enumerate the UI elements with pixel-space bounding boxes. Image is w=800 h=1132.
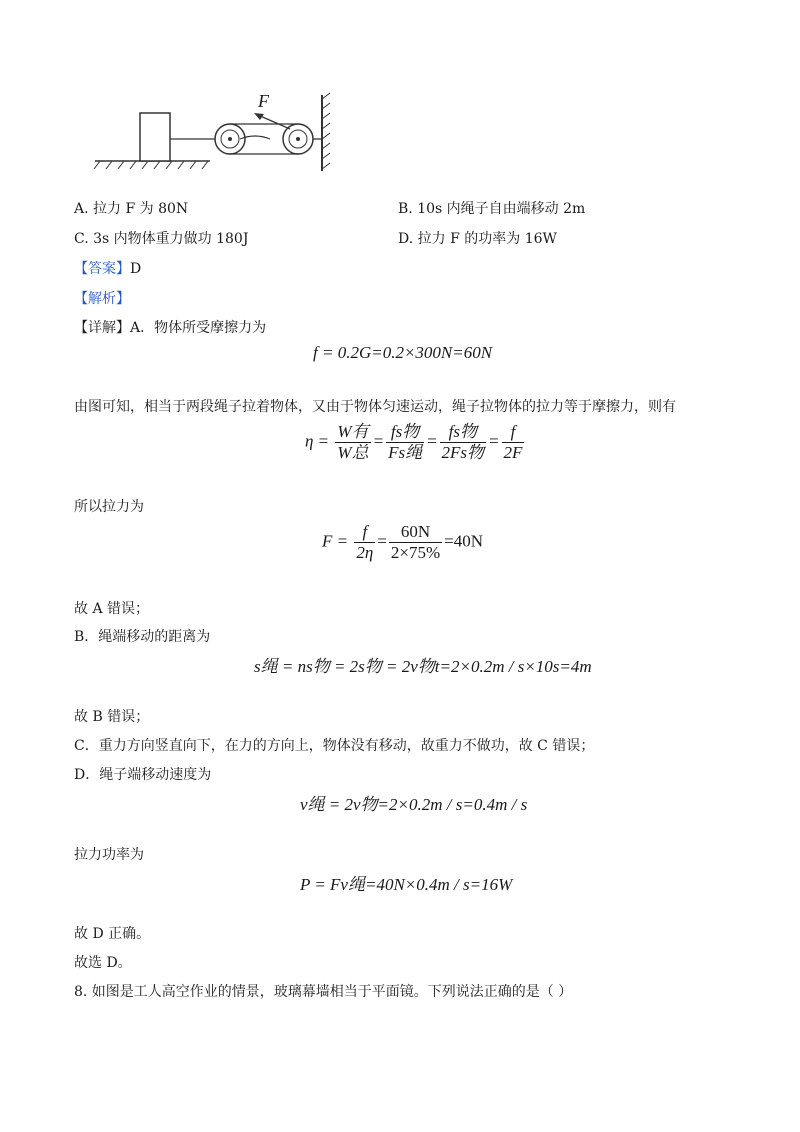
conclusion-a: 故 A 错误； <box>74 601 150 617</box>
detail-d-intro: D．绳子端移动速度为 <box>74 767 212 783</box>
object-block <box>140 113 170 161</box>
force-arrow <box>258 115 290 129</box>
analysis-tag: 【解析】 <box>74 291 130 307</box>
frac-f-2F: $\frac{f}{2F}$ <box>503 422 523 462</box>
answer-line <box>74 258 141 278</box>
equation-force: F = $\frac{f}{2\eta}$ = $\frac{60N}{2\times 75\%}$ =40N <box>322 522 484 562</box>
detail-c: C．重力方向竖直向下，在力的方向上，物体没有移动，故重力不做功，故 C 错误； <box>74 738 595 754</box>
option-c: C. 3s 内物体重力做功 180J <box>74 231 249 247</box>
option-b: B. 10s 内绳子自由端移动 2m <box>398 201 586 217</box>
answer-tag: 【答案】 <box>74 261 130 277</box>
equation-power: P = Fv绳=40N×0.4m / s=16W <box>300 875 513 894</box>
equation-distance: s绳 = ns物 = 2s物 = 2v物t=2×0.2m / s×10s=4m <box>254 657 592 676</box>
answer-value: D <box>130 261 142 277</box>
equation-speed: v绳 = 2v物=2×0.2m / s=0.4m / s <box>300 795 528 814</box>
force-label: F <box>258 91 269 111</box>
frac-fs1: $\frac{\text{fs物}}{\text{Fs绳}}$ <box>388 422 423 462</box>
option-a: A. 拉力 F 为 80N <box>74 201 189 217</box>
paragraph-pull-force: 所以拉力为 <box>74 499 144 515</box>
frac-fs2: $\frac{\text{fs物}}{\text{2Fs物}}$ <box>441 422 485 462</box>
frac-60N: $\frac{60N}{2\times 75\%}$ <box>390 522 441 562</box>
final-choice: 故选 D。 <box>74 955 132 971</box>
equation-friction: f = 0.2G=0.2×300N=60N <box>313 343 493 362</box>
ground-hatch <box>94 161 208 169</box>
paragraph-power: 拉力功率为 <box>74 847 144 863</box>
frac-work: $\frac{\text{W有}}{\text{W总}}$ <box>337 422 369 462</box>
wall-hatch <box>322 93 330 169</box>
question-8: 8. 如图是工人高空作业的情景，玻璃幕墙相当于平面镜。下列说法正确的是（ ） <box>74 984 573 1000</box>
conclusion-d: 故 D 正确。 <box>74 926 151 942</box>
detail-b-intro: B．绳端移动的距离为 <box>74 629 211 645</box>
frac-f-2eta: $\frac{f}{2\eta}$ <box>356 522 374 562</box>
paragraph-two-ropes: 由图可知，相当于两段绳子拉着物体，又由于物体匀速运动，绳子拉物体的拉力等于摩擦力，则有 <box>74 399 676 415</box>
equation-efficiency: η = $\frac{\text{W有}}{\text{W总}}$ = $\frac{\text{fs物}}{\text{Fs绳}}$ = $\frac{\text{fs物}}{\text{2Fs物}}$ = $\frac{f}{2F}$ <box>305 422 523 462</box>
detail-a-intro: 【详解】A．物体所受摩擦力为 <box>74 320 267 336</box>
pulley-figure <box>90 85 340 175</box>
conclusion-b: 故 B 错误； <box>74 709 150 725</box>
option-d: D. 拉力 F 的功率为 16W <box>398 231 557 247</box>
